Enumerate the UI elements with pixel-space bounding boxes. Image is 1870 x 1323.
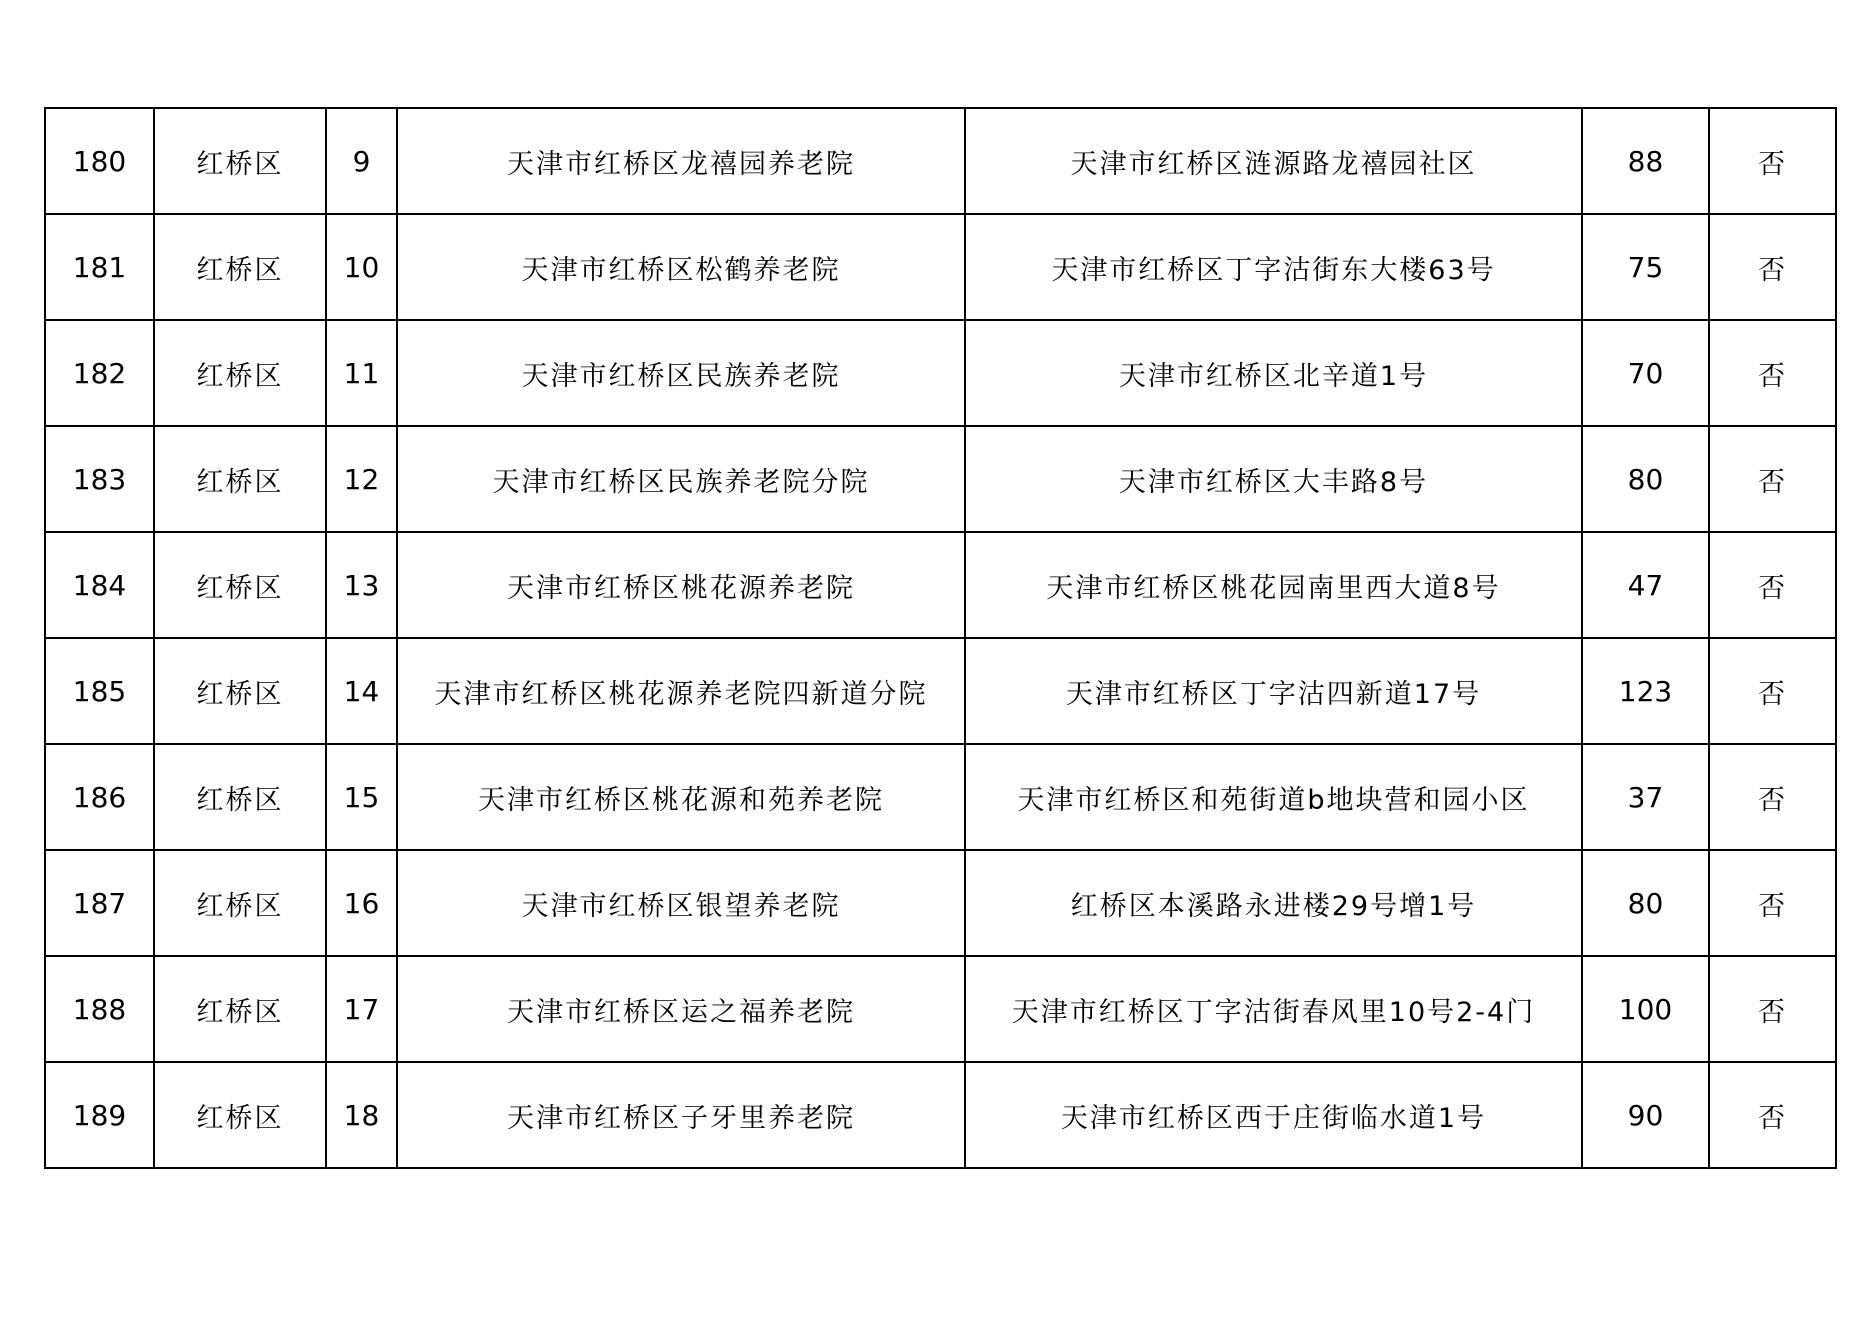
- table-row: [45, 744, 1836, 850]
- cell-address: 天津市红桥区北辛道1号: [965, 320, 1582, 426]
- cell-beds: 70: [1582, 320, 1709, 426]
- cell-district: 红桥区: [154, 532, 326, 638]
- cell-institution-name: 天津市红桥区松鹤养老院: [397, 214, 965, 320]
- cell-flag: 否: [1709, 744, 1836, 850]
- cell-flag: 否: [1709, 638, 1836, 744]
- cell-sub-seq: 11: [326, 320, 397, 426]
- cell-address: 天津市红桥区大丰路8号: [965, 426, 1582, 532]
- cell-address: 天津市红桥区西于庄街临水道1号: [965, 1062, 1582, 1168]
- cell-institution-name: 天津市红桥区桃花源养老院: [397, 532, 965, 638]
- table-row: [45, 320, 1836, 426]
- table-row: [45, 532, 1836, 638]
- cell-seq: 184: [45, 532, 154, 638]
- table-row: [45, 108, 1836, 214]
- cell-district: 红桥区: [154, 1062, 326, 1168]
- cell-seq: 181: [45, 214, 154, 320]
- cell-district: 红桥区: [154, 214, 326, 320]
- cell-institution-name: 天津市红桥区子牙里养老院: [397, 1062, 965, 1168]
- cell-flag: 否: [1709, 532, 1836, 638]
- cell-sub-seq: 16: [326, 850, 397, 956]
- cell-beds: 80: [1582, 850, 1709, 956]
- table-row: [45, 1062, 1836, 1168]
- cell-beds: 75: [1582, 214, 1709, 320]
- cell-address: 天津市红桥区和苑街道b地块营和园小区: [965, 744, 1582, 850]
- cell-institution-name: 天津市红桥区桃花源养老院四新道分院: [397, 638, 965, 744]
- cell-district: 红桥区: [154, 638, 326, 744]
- cell-district: 红桥区: [154, 426, 326, 532]
- cell-seq: 183: [45, 426, 154, 532]
- cell-sub-seq: 14: [326, 638, 397, 744]
- cell-sub-seq: 9: [326, 108, 397, 214]
- cell-sub-seq: 15: [326, 744, 397, 850]
- cell-flag: 否: [1709, 1062, 1836, 1168]
- cell-beds: 88: [1582, 108, 1709, 214]
- cell-flag: 否: [1709, 320, 1836, 426]
- cell-address: 天津市红桥区桃花园南里西大道8号: [965, 532, 1582, 638]
- table-row: [45, 956, 1836, 1062]
- cell-seq: 186: [45, 744, 154, 850]
- cell-seq: 188: [45, 956, 154, 1062]
- cell-flag: 否: [1709, 214, 1836, 320]
- cell-institution-name: 天津市红桥区龙禧园养老院: [397, 108, 965, 214]
- cell-sub-seq: 12: [326, 426, 397, 532]
- table-row: [45, 214, 1836, 320]
- cell-institution-name: 天津市红桥区运之福养老院: [397, 956, 965, 1062]
- cell-seq: 182: [45, 320, 154, 426]
- cell-seq: 180: [45, 108, 154, 214]
- cell-district: 红桥区: [154, 850, 326, 956]
- table-row: [45, 638, 1836, 744]
- cell-address: 天津市红桥区涟源路龙禧园社区: [965, 108, 1582, 214]
- elder-care-table-page: [44, 107, 1837, 1169]
- cell-seq: 185: [45, 638, 154, 744]
- cell-sub-seq: 17: [326, 956, 397, 1062]
- cell-sub-seq: 13: [326, 532, 397, 638]
- table-row: [45, 850, 1836, 956]
- table-body: [45, 108, 1836, 1168]
- cell-institution-name: 天津市红桥区银望养老院: [397, 850, 965, 956]
- cell-beds: 90: [1582, 1062, 1709, 1168]
- cell-flag: 否: [1709, 108, 1836, 214]
- cell-beds: 100: [1582, 956, 1709, 1062]
- cell-district: 红桥区: [154, 744, 326, 850]
- cell-institution-name: 天津市红桥区民族养老院: [397, 320, 965, 426]
- cell-address: 天津市红桥区丁字沽四新道17号: [965, 638, 1582, 744]
- cell-beds: 80: [1582, 426, 1709, 532]
- cell-sub-seq: 18: [326, 1062, 397, 1168]
- cell-district: 红桥区: [154, 320, 326, 426]
- cell-beds: 123: [1582, 638, 1709, 744]
- cell-institution-name: 天津市红桥区民族养老院分院: [397, 426, 965, 532]
- cell-seq: 187: [45, 850, 154, 956]
- cell-flag: 否: [1709, 956, 1836, 1062]
- cell-beds: 37: [1582, 744, 1709, 850]
- cell-district: 红桥区: [154, 956, 326, 1062]
- cell-seq: 189: [45, 1062, 154, 1168]
- cell-flag: 否: [1709, 850, 1836, 956]
- cell-beds: 47: [1582, 532, 1709, 638]
- cell-address: 红桥区本溪路永进楼29号增1号: [965, 850, 1582, 956]
- cell-address: 天津市红桥区丁字沽街东大楼63号: [965, 214, 1582, 320]
- table-row: [45, 426, 1836, 532]
- cell-flag: 否: [1709, 426, 1836, 532]
- cell-district: 红桥区: [154, 108, 326, 214]
- cell-address: 天津市红桥区丁字沽街春风里10号2-4门: [965, 956, 1582, 1062]
- cell-institution-name: 天津市红桥区桃花源和苑养老院: [397, 744, 965, 850]
- cell-sub-seq: 10: [326, 214, 397, 320]
- elder-care-table: [44, 107, 1837, 1169]
